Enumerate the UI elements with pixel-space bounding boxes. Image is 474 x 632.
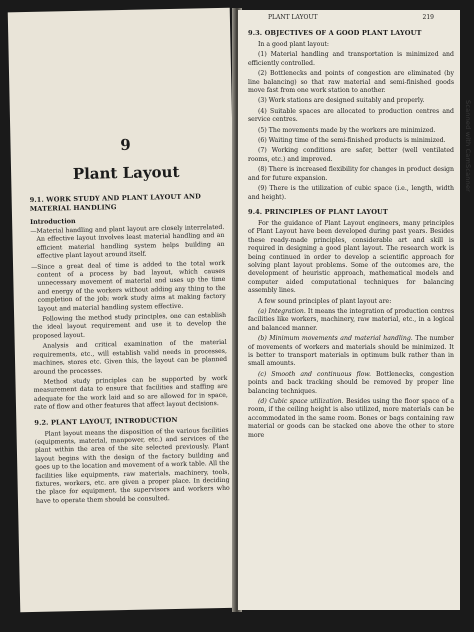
objective-4: (4) Suitable spaces are allocated to production centres and service centres. <box>248 107 454 124</box>
principle-b <box>248 335 454 369</box>
principle-a-title: (a) Integration. <box>258 307 306 315</box>
principle-d <box>248 398 454 440</box>
introduction-heading: Introduction <box>30 217 76 226</box>
chapter-number: 9 <box>120 135 131 155</box>
page-number: 219 <box>422 14 434 21</box>
principle-c-title: (c) Smooth and continuous flow. <box>258 370 371 378</box>
objective-6: (6) Waiting time of the semi-finished products is minimized. <box>258 137 446 145</box>
principle-a-text: It means the integration of production centres facilities like workers, machinery, raw material, etc., in a logical and balanced manner. <box>248 307 455 332</box>
running-title: PLANT LAYOUT <box>268 14 318 21</box>
objective-9: (9) There is the utilization of cubic space (i.e., length, width and height). <box>248 185 454 201</box>
section-9-1-heading: 9.1. WORK STUDY AND PLANT LAYOUT AND MATERIAL HANDLING <box>29 192 201 213</box>
right-page <box>238 10 460 610</box>
intro-paragraph-5: Method study principles can be supported by work measurement data to ensure that facilities and staffing are adequate for the work laid and so are allowed for in space, rate of flow and other features that affect layout decisions. <box>33 374 228 412</box>
principle-b-title: (b) Minimum movements and material handling. <box>258 335 413 343</box>
objectives-intro: In a good plant layout: <box>258 41 329 48</box>
objective-2: (2) Bottlenecks and points of congestion are eliminated (by line balancing) so that raw material and semi-finished goods move fast from one work station to another. <box>248 70 454 95</box>
principle-d-title: (d) Cubic space utilization. <box>258 398 344 406</box>
section-9-2-paragraph: Plant layout means the disposition of the various facilities (equipments, material, manpower, etc.) and services of the plant within the area of the site selected previously. Plant layout begins with the design of the factory building and goes up to the location and movement of a work table. All the facilities like equipments, raw materials, machinery, tools, fixtures, workers, etc. are given a proper place. In deciding the place for equipment, the supervisors and workers who have to operate them should be consulted. <box>34 426 230 505</box>
principle-c-text: Bottlenecks, congestion points and back tracking should be removed by proper line balancing techniques. <box>248 370 455 395</box>
principles-paragraph-1: For the guidance of Plant Layout engineers, many principles of Plant Layout have been developed during past years. Besides these ready-made principles, considerable art and skill is required in designing a good plant layout. The research work is being continued in order to develop a scientific approach for solving plant layout problems. Some of the outcomes are, the development of heuristic approach, mathematical models and computer aided computational techniques for balancing assembly lines. <box>248 219 454 295</box>
section-9-2-heading: 9.2. PLANT LAYOUT, INTRODUCTION <box>34 415 178 427</box>
principle-b-text: The number of movements of workers and materials should be minimized. It is better to transport materials in optimum bulk rather than in small amounts. <box>248 335 454 368</box>
running-header <box>248 14 454 21</box>
intro-paragraph-4: Analysis and critical examination of the material requirements, etc., will establish valid needs in processes, machines, stores etc. Given this, the layout can be planned around the processes. <box>32 339 228 376</box>
intro-paragraph-2: —Since a great deal of time is added to the total work content of a process by bad layout, which causes unnecessary movement of material and uses up the time and energy of the workers without adding any thing to the completion of the job; work study aims at making factory layout and material handling system effective. <box>31 259 226 313</box>
scanner-watermark: Scanned with CamScanner <box>464 100 472 193</box>
objective-8: (8) There is increased flexibility for changes in product design and for future expansion. <box>248 166 454 182</box>
principles-paragraph-2: A few sound principles of plant layout are: <box>258 297 392 305</box>
objective-3: (3) Work stations are designed suitably and properly. <box>258 97 425 105</box>
intro-paragraph-3: Following the method study principles, one can establish the ideal layout requirement and use it to develop the proposed layout. <box>32 311 227 340</box>
chapter-title: Plant Layout <box>72 162 180 184</box>
objective-7: (7) Working conditions are safer, better (well ventilated rooms, etc.) and improved. <box>248 147 454 163</box>
principle-d-text: Besides using the floor space of a room, if the ceiling height is also utilized, more materials can be accommodated in the same room. Bones or bags containing raw material or goods can be stacked one above the other to store more <box>248 398 455 439</box>
section-9-3-heading: 9.3. OBJECTIVES OF A GOOD PLANT LAYOUT <box>248 29 422 37</box>
objective-5: (5) The movements made by the workers are minimized. <box>258 126 436 134</box>
intro-paragraph-1: —Material handling and plant layout are closely interrelated. An effective layout involves least material handling and an efficient material handling system helps building an effective plant layout around itself. <box>30 223 225 261</box>
principle-c <box>248 371 454 396</box>
left-page <box>8 8 243 613</box>
principle-a <box>248 308 454 333</box>
objective-1: (1) Material handling and transportation is minimized and efficiently controlled. <box>248 51 454 67</box>
section-9-4-heading: 9.4. PRINCIPLES OF PLANT LAYOUT <box>248 207 388 216</box>
